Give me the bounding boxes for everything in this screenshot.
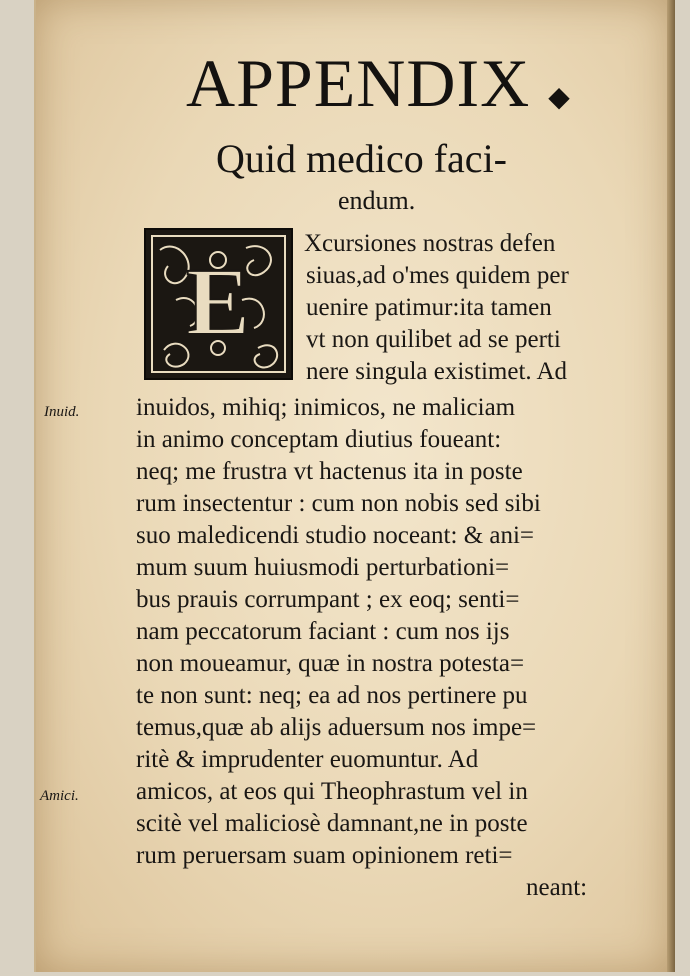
drop-cap-initial: [144, 228, 293, 380]
text-line: neq; me frustra vt hactenus ita in poste: [136, 458, 523, 485]
text-line: rum insectentur : cum non nobis sed sibi: [136, 490, 541, 517]
subtitle-line-1: Quid medico faci-: [216, 136, 507, 181]
text-line: bus prauis corrumpant ; ex eoq; senti=: [136, 586, 520, 613]
book-page: [34, 0, 669, 972]
text-line: amicos, at eos qui Theophrastum vel in: [136, 778, 528, 805]
text-line: Xcursiones nostras defen: [304, 230, 556, 257]
ornament-icon: [146, 230, 291, 378]
text-line: siuas,ad o'mes quidem per: [306, 262, 569, 289]
page-title: [186, 44, 571, 123]
text-line: suo maledicendi studio noceant: & ani=: [136, 522, 535, 549]
title-text: APPENDIX: [186, 45, 531, 121]
text-line: nam peccatorum faciant : cum nos ijs: [136, 618, 510, 645]
drop-cap-letter: E: [185, 248, 251, 355]
text-line: te non sunt: neq; ea ad nos pertinere pu: [136, 682, 528, 709]
subtitle-line-2: endum.: [338, 186, 416, 215]
fleuron-icon: ◆: [548, 82, 571, 113]
text-line: rum peruersam suam opinionem reti=: [136, 842, 513, 869]
text-line: ritè & imprudenter euomuntur. Ad: [136, 746, 479, 773]
margin-note-inuid: Inuid.: [44, 404, 80, 420]
text-line: nere singula existimet. Ad: [306, 358, 568, 385]
text-line: scitè vel maliciosè damnant,ne in poste: [136, 810, 528, 837]
text-line: non moueamur, quæ in nostra potesta=: [136, 650, 525, 677]
text-line: inuidos, mihiq; inimicos, ne maliciam: [136, 394, 516, 421]
margin-note-amici: Amici.: [40, 788, 79, 804]
text-line: temus,quæ ab alijs aduersum nos impe=: [136, 714, 537, 741]
text-line: in animo conceptam diutius foueant:: [136, 426, 502, 453]
text-line: uenire patimur:ita tamen: [306, 294, 552, 321]
text-line: neant:: [526, 874, 588, 901]
text-line: vt non quilibet ad se perti: [306, 326, 561, 353]
text-line: mum suum huiusmodi perturbationi=: [136, 554, 510, 581]
